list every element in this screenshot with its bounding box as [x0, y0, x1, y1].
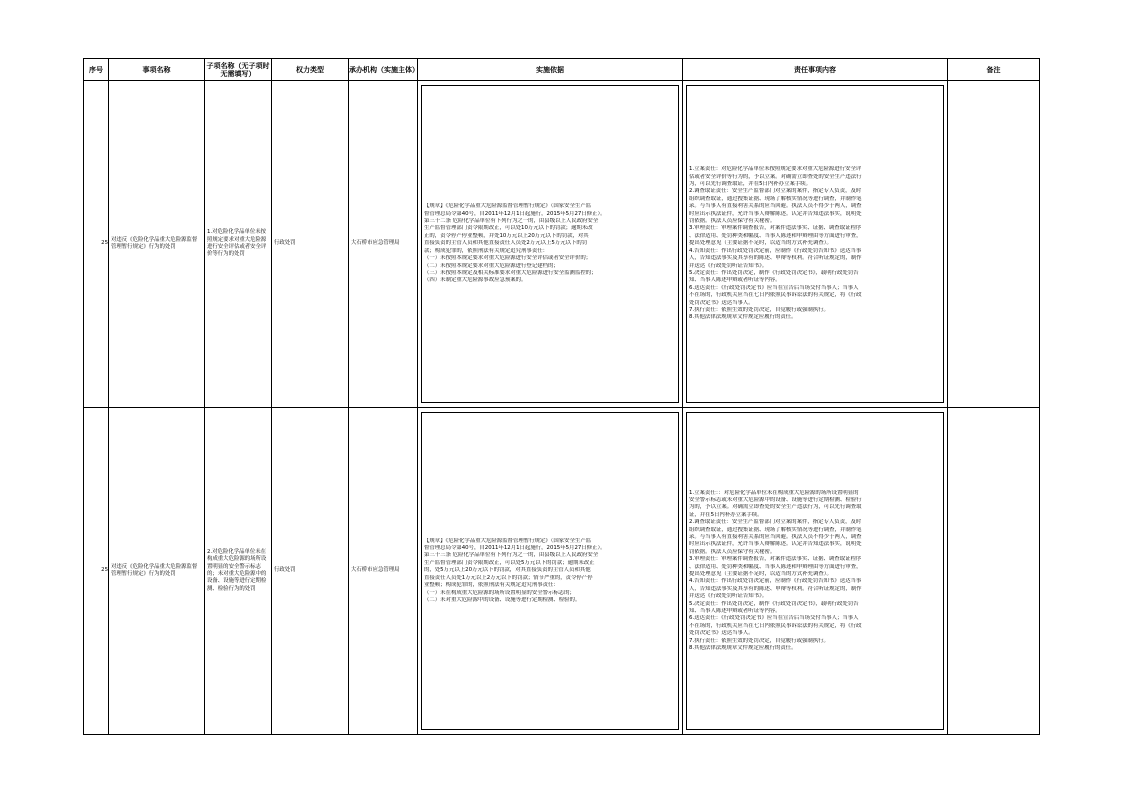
- text-line: 罚依据。执法人员应保守有关秘密。: [689, 548, 776, 555]
- text-line: 的，处5万元以上20万元以下的罚款，对其直接负责的主管人员和其他: [424, 567, 591, 574]
- responsibility-table: [83, 58, 1040, 735]
- text-line: 6.送达责任：《行政处罚决定书》应当在宣告后当场交付当事人；当事人: [689, 615, 859, 622]
- text-line: 不在场的，行政机关应当在七日内依照民事诉讼法的有关规定，将《行政: [689, 622, 862, 629]
- text-line: 不在场的，行政机关应当在七日内依照民事诉讼法的有关规定，将《行政: [689, 292, 862, 299]
- header-sub-item: 子项名称（无子项时无需填写）: [205, 59, 272, 81]
- row-responsibility: [683, 408, 948, 735]
- text-line: 组织调查取证，通过搜集证据、现场了解核实情况等进行调查，并制作笔: [689, 195, 862, 202]
- text-line: （二）未对重大危险源中的设备、设施等进行定期检测、检验的。: [424, 596, 581, 603]
- text-line: 7.执行责任：依照生效的处罚决定，自觉履行或强制执行。: [689, 637, 829, 644]
- text-line: （一）未在构成重大危险源的场所设置明显的安全警示标志的；: [424, 589, 575, 596]
- text-line: （三）未按照本规定及相关标准要求对重大危险源进行安全监测监控的；: [424, 269, 597, 276]
- text-line: 人，告知违法事实及其享有的陈述、申辩等权利。符合听证规定的，制作: [689, 585, 862, 592]
- text-line: 录。与当事人有直接利害关系的应当回避。执法人员不得少于两人，调查: [689, 533, 862, 540]
- text-line: 8.其他法律法规规章文件规定应履行的责任。: [689, 314, 797, 321]
- text-line: 罚依据。执法人员应保守有关秘密。: [689, 218, 776, 225]
- text-line: 第三十二条 危险化学品单位有下列行为之一的，由县级以上人民政府安全: [424, 218, 599, 225]
- header-responsibility: 责任事项内容: [683, 59, 948, 81]
- text-line: （一）未按照本规定要求对重大危险源进行安全评估或者安全评价的；: [424, 255, 592, 262]
- text-line: 督管理总局令第40号，自2011年12月1日起施行，2015年5月27日修正）。: [424, 545, 606, 552]
- text-line: 提出处理意见（主要证据不足时，以适当的方式补充调查）。: [689, 571, 832, 577]
- text-line: 为，可以先行调查取证，并在5日内补办立案手续。: [689, 181, 812, 188]
- text-line: 、法律适用、处罚种类和幅度、当事人陈述和申辩理由等方面进行审查，: [689, 232, 862, 239]
- basis-text-box: [421, 85, 679, 403]
- row-agency: 大石桥市应急管理局: [349, 408, 418, 735]
- header-no: 序号: [84, 59, 109, 81]
- text-line: 1.立案责任：：对危险化学品单位未在构成重大危险源的场所设置明显的: [689, 489, 859, 496]
- text-line: 正的，责令停产停业整顿，并处10万元以上20万元以下的罚款，对其: [424, 232, 589, 239]
- row-remarks: [948, 408, 1040, 735]
- text-line: 提出处理意见（主要证据不足时，以适当的方式补充调查）。: [689, 240, 832, 247]
- text-line: 【规章】《危险化学品重大危险源监督管理暂行规定》（国家安全生产监: [424, 537, 592, 544]
- row-sub-item: 2.对危险化学品单位未在构成重大危险源的场所设置明显的安全警示标志的；未对重大危险源中的设备、设施等进行定期检测、检验行为的处罚: [205, 408, 272, 735]
- text-line: （二）未按照本规定要求对重大危险源进行登记建档的；: [424, 262, 559, 269]
- row-basis: [418, 408, 683, 735]
- text-line: 知、当事人陈述申辩或者听证等内容。: [689, 608, 781, 615]
- text-line: 5.决定责任：作出处罚决定，制作《行政处罚决定书》，载明行政处罚告: [689, 269, 859, 276]
- row-power-type: 行政处罚: [272, 81, 349, 408]
- row-basis: [418, 81, 683, 408]
- row-item-name: 对违反《危险化学品重大危险源监督管理暂行规定》行为的处罚: [109, 81, 205, 408]
- text-line: 【规章】《危险化学品重大危险源监督管理暂行规定》（国家安全生产监: [424, 203, 592, 210]
- text-line: 6.送达责任：《行政处罚决定书》应当在宣告后当场交付当事人；当事人: [689, 284, 859, 291]
- text-line: 1.立案责任：对危险化学品单位未按照规定要求对重大危险源进行安全评: [689, 166, 862, 173]
- text-line: 2.调查取证责任：安全生产监督部门对立案的案件，指定专人负责，及时: [689, 519, 862, 526]
- text-line: 、法律适用、处罚种类和幅度、当事人陈述和申辩理由等方面进行审查，: [689, 563, 862, 570]
- header-item-name: 事项名称: [109, 59, 205, 81]
- header-basis: 实施依据: [418, 59, 683, 81]
- header-row: [84, 59, 1040, 81]
- row-sub-item: 1.对危险化学品单位未按照规定要求对重大危险源进行安全评估或者安全评价等行为的处罚: [205, 81, 272, 408]
- text-line: 款；构成犯罪的，依照刑法有关规定追究刑事责任：: [424, 247, 548, 254]
- row-no: 25: [84, 408, 109, 735]
- header-agency: 承办机构（实施主体）: [349, 59, 418, 81]
- header-remarks: 备注: [948, 59, 1040, 81]
- text-line: 并送达《行政处罚听证告知书》。: [689, 593, 768, 600]
- responsibility-text-box: [686, 85, 944, 403]
- text-line: 证，并在5日内补办立案手续。: [689, 511, 763, 518]
- text-line: 直接责任人员处1万元以上2万元以下的罚款；情节严重的，责令停产停: [424, 574, 593, 581]
- text-line: 为的，予以立案。对确需立即查处的安全生产违法行为，可以先行调查取: [689, 504, 862, 511]
- text-line: 3.审理责任：审理案件调查报告，对案件违法事实、证据、调查取证程序: [689, 225, 862, 232]
- text-line: 并送达《行政处罚听证告知书》。: [689, 262, 768, 269]
- text-line: 4.告知责任：作出行政处罚决定前，应制作《行政处罚告知书》送达当事: [689, 578, 862, 585]
- basis-text-box: [421, 412, 679, 730]
- row-remarks: [948, 81, 1040, 408]
- text-line: 知、当事人陈述申辩或者听证等内容。: [689, 277, 781, 284]
- text-line: 处罚决定书》送达当事人。: [689, 630, 754, 637]
- row-no: 25: [84, 81, 109, 408]
- text-line: 7.执行责任：依照生效的处罚决定，自觉履行或强制执行。: [689, 306, 829, 313]
- text-line: 人，告知违法事实及其享有的陈述、申辩等权利。符合听证规定的，制作: [689, 255, 862, 262]
- text-line: 组织调查取证，通过搜集证据、现场了解核实情况等进行调查，并制作笔: [689, 526, 862, 533]
- table-row: [84, 408, 1040, 735]
- text-line: 4.告知责任：作出行政处罚决定前，应制作《行政处罚告知书》送达当事: [689, 247, 862, 254]
- text-line: （四）未制定重大危险源事故应急预案的。: [424, 277, 527, 284]
- text-line: 2.调查取证责任：安全生产监督部门对立案的案件，指定专人负责，及时: [689, 188, 862, 195]
- row-agency: 大石桥市应急管理局: [349, 81, 418, 408]
- table-row: [84, 81, 1040, 408]
- text-line: 生产监督管理部门责令限期改正，可以处5万元以下的罚款；逾期未改正: [424, 559, 595, 566]
- text-line: 生产监督管理部门责令限期改正，可以处10万元以下的罚款；逾期未改: [424, 225, 593, 232]
- text-line: 业整顿；构成犯罪的，依照刑法有关规定追究刑事责任：: [424, 582, 559, 589]
- row-responsibility: [683, 81, 948, 408]
- responsibility-text-box: [686, 412, 944, 730]
- text-line: 3.审理责任：审理案件调查报告，对案件违法事实、证据、调查取证程序: [689, 556, 862, 563]
- text-line: 8.其他法律法规规章文件规定应履行的责任。: [689, 645, 797, 652]
- text-line: 录。与当事人有直接利害关系的应当回避。执法人员不得少于两人，调查: [689, 203, 862, 210]
- row-item-name: 对违反《危险化学品重大危险源监督管理暂行规定》行为的处罚: [109, 408, 205, 735]
- text-line: 安全警示标志或未对重大危险源中的设备、设施等进行定期检测、检验行: [689, 496, 862, 503]
- text-line: 时应出示执法证件，允许当事人辩解陈述。认定并告知违法事实，说明处: [689, 541, 862, 548]
- text-line: 估或者安全评价等行为的，予以立案。对确需立即查处的安全生产违法行: [689, 173, 862, 180]
- text-line: 5.决定责任：作出处罚决定，制作《行政处罚决定书》，载明行政处罚告: [689, 600, 859, 607]
- text-line: 直接负责的主管人员和其他直接责任人员处2万元以上5万元以下的罚: [424, 240, 588, 247]
- text-line: 处罚决定书》送达当事人。: [689, 299, 754, 306]
- text-line: 时应出示执法证件，允许当事人辩解陈述。认定并告知违法事实，说明处: [689, 210, 862, 217]
- text-line: 督管理总局令第40号，自2011年12月1日起施行，2015年5月27日修正）。: [424, 210, 606, 217]
- header-power-type: 权力类型: [272, 59, 349, 81]
- text-line: 第三十三条 危险化学品单位有下列行为之一的，由县级以上人民政府安全: [424, 552, 599, 559]
- row-power-type: 行政处罚: [272, 408, 349, 735]
